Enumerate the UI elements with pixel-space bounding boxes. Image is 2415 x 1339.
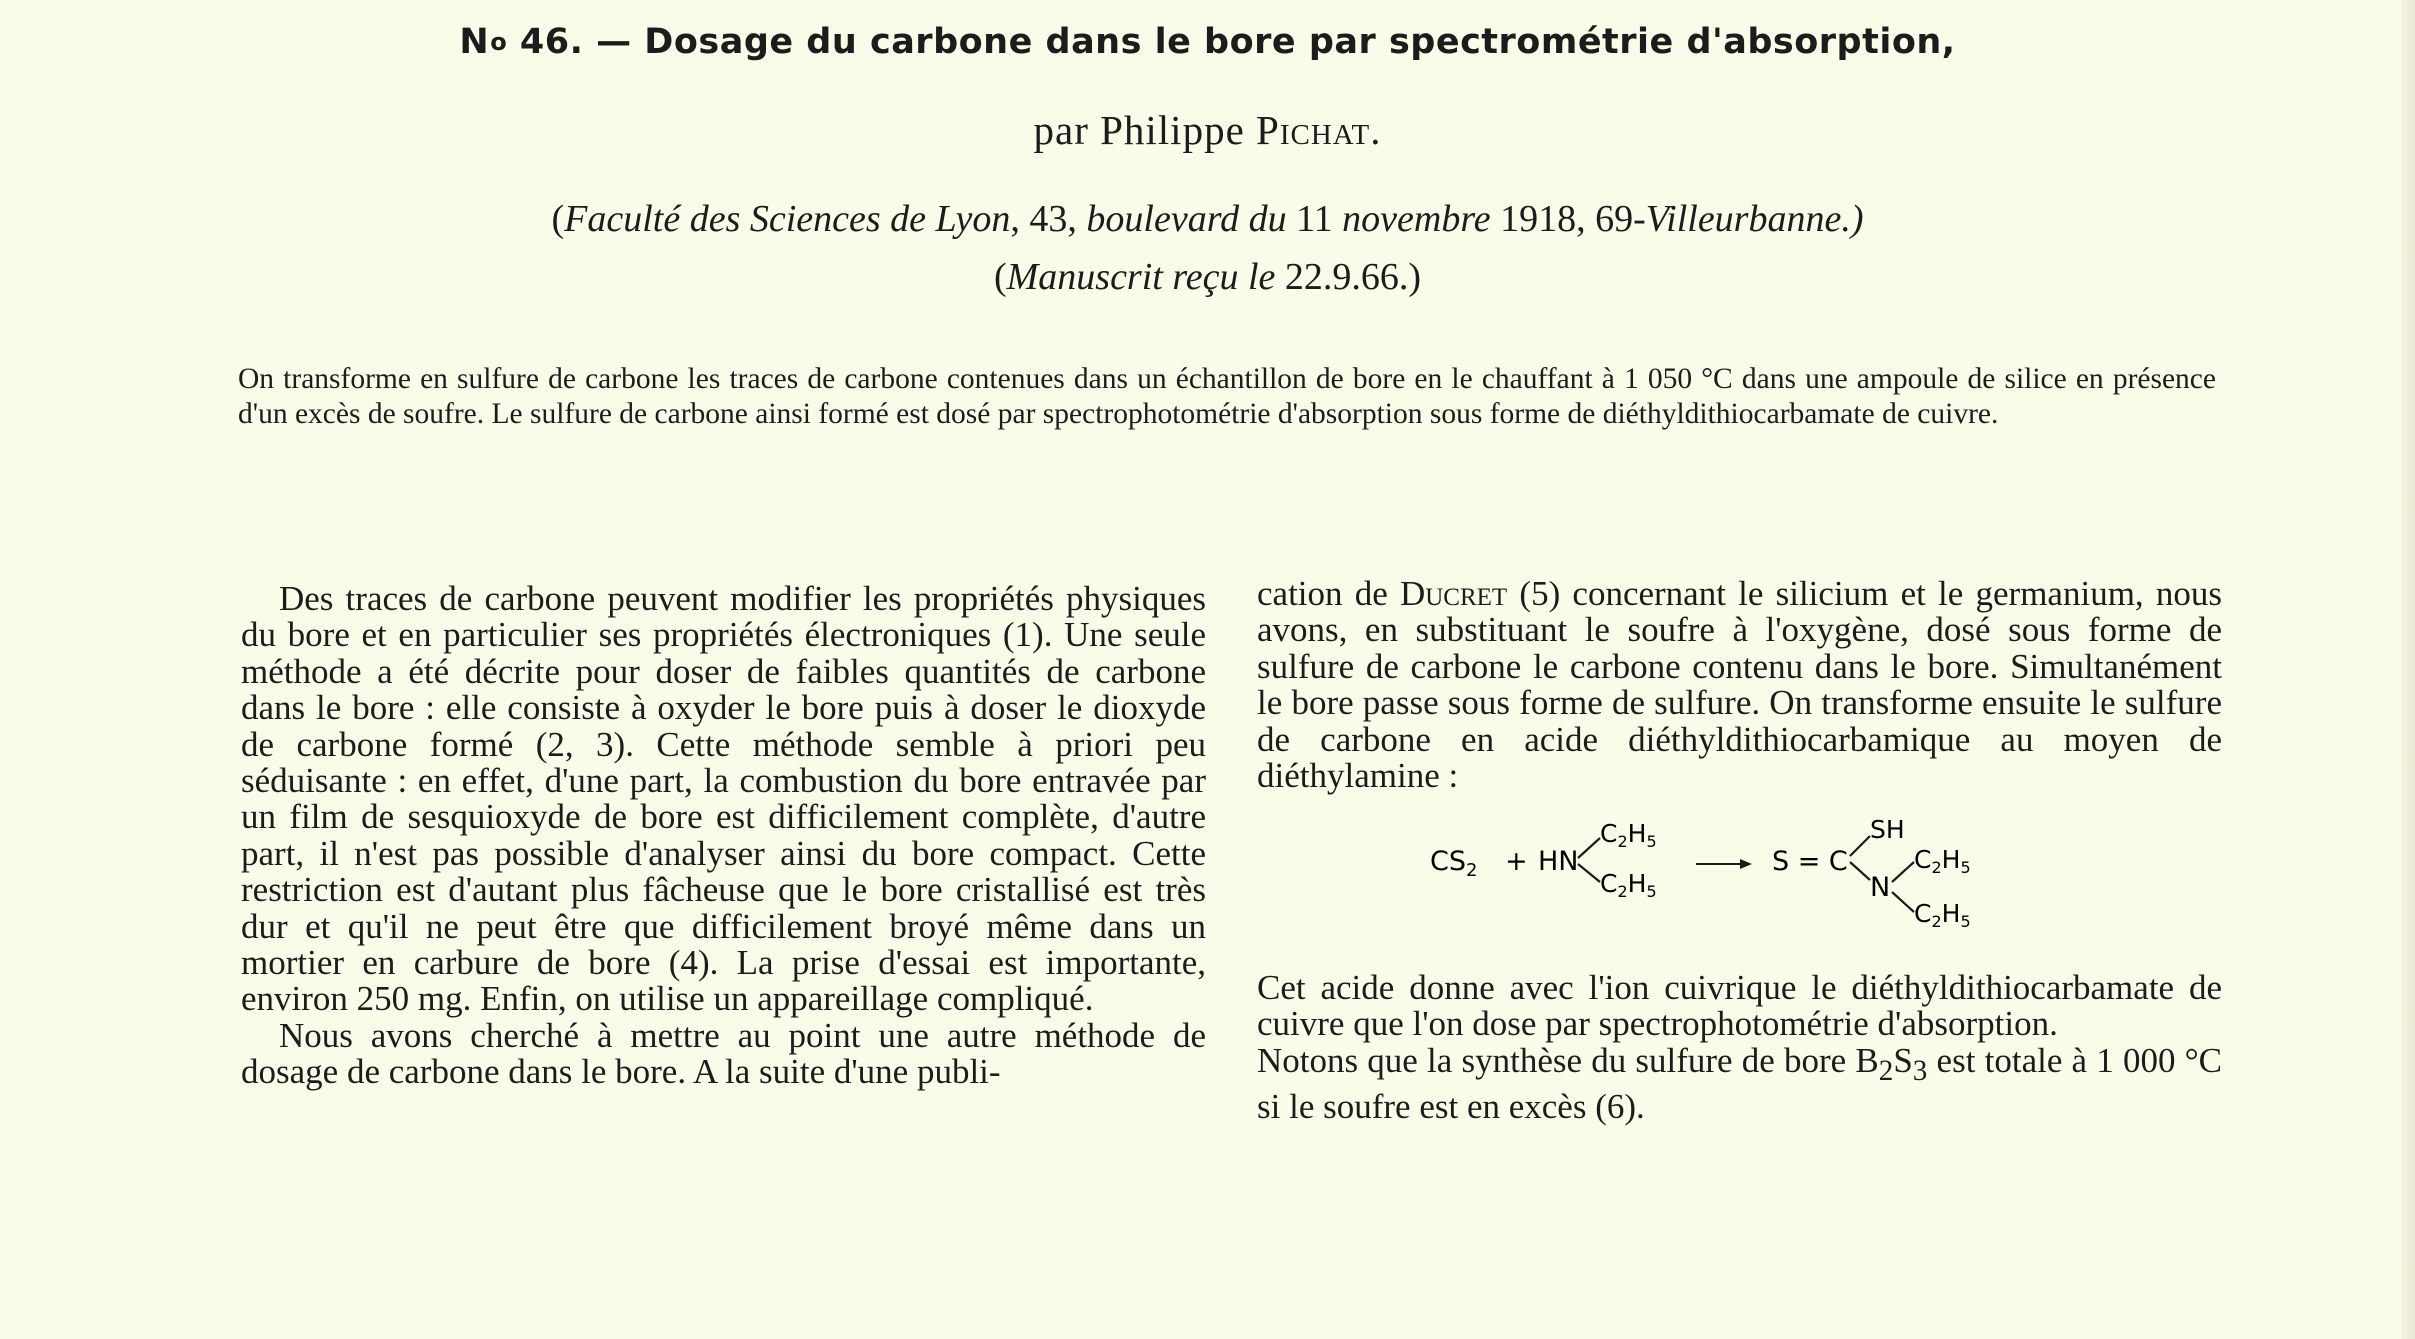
article-title: $N^o$ 46. — Dosage du carbone dans le bore par spectrométrie d'absorption, xyxy=(459,22,1956,62)
svg-text:C2H5: $C_2H_5$ xyxy=(1914,899,1971,931)
cited-author: Ducret xyxy=(1399,574,1508,613)
svg-text:CS2: $CS_2$ xyxy=(1430,846,1478,881)
received-date: (Manuscrit reçu le 22.9.66.) xyxy=(993,256,1422,298)
svg-text:C2H5: $C_2H_5$ xyxy=(1600,869,1657,901)
right-column-bottom xyxy=(1257,970,2222,1126)
svg-text:SH: SH xyxy=(1870,815,1905,844)
affiliation: (Faculté des Sciences de Lyon, 43, boulevard du 11 novembre 1918, 69-Villeurbanne.) xyxy=(551,198,1864,240)
right-column-top xyxy=(1257,576,2222,794)
author-surname: Pichat. xyxy=(1256,107,1382,153)
title-text: Dosage du carbone dans le bore par spectrométrie d'absorption, xyxy=(644,22,1956,62)
svg-text:C2H5: $C_2H_5$ xyxy=(1914,845,1971,877)
author-line: par Philippe Pichat. xyxy=(1033,107,1382,153)
paragraph-5: Notons que la synthèse du sulfure de bore $B_2S_3$ est totale à 1 000 °C si le soufre est en excès (6). xyxy=(1257,1040,2222,1127)
svg-text:+: + xyxy=(1505,846,1528,877)
paragraph-3: cation de Ducret (5) concernant le silicium et le germanium, nous avons, en substituant le soufre à l'oxygène, dosé sous forme de sulfure de carbone le carbone contenu dans le bore. Simultanément le bore passe sous forme de sulfure. On transforme ensuite le sulfure de carbone en acide diéthyldithiocarbamique au moyen de diéthylamine : xyxy=(1257,574,2222,796)
svg-text:HN: HN xyxy=(1538,846,1579,877)
svg-text:N: N xyxy=(1870,872,1891,903)
paragraph-1: Des traces de carbone peuvent modifier les propriétés physiques du bore et en particulier ses propriétés électroniques (1). Une seule méthode a été décrite pour doser de faibles quantités de carbone dans le bore : elle consiste à oxyder le bore puis à doser le dioxyde de carbone formé (2, 3). Cette méthode semble à priori peu séduisante : en effet, d'une part, la combustion du bore entravée par un film de sesquioxyde de bore est difficilement complète, d'autre part, il n'est pas possible d'analyser ainsi du bore compact. Cette restriction est d'autant plus fâcheuse que le bore cristallisé est très dur et qu'il ne peut être que difficilement broyé même dans un mortier en carbure de bore (4). La prise d'essai est importante, environ 250 mg. Enfin, on utilise un appareillage compliqué. xyxy=(241,579,1206,1019)
reaction-equation xyxy=(1430,812,2070,932)
svg-text:C2H5: $C_2H_5$ xyxy=(1600,819,1657,851)
paragraph-2: Nous avons cherché à mettre au point une autre méthode de dosage de carbone dans le bore. A la suite d'une publi- xyxy=(241,1015,1206,1092)
svg-text:S = C: S = C xyxy=(1772,846,1848,877)
left-column xyxy=(241,581,1206,1091)
abstract: On transforme en sulfure de carbone les traces de carbone contenues dans un échantillon de bore en le chauffant à 1 050 °C dans une ampoule de silice en présence d'un excès de soufre. Le sulfure de carbone ainsi formé est dosé par spectrophotométrie d'absorption sous forme de diéthyldithiocarbamate de cuivre. xyxy=(238,363,2216,430)
paragraph-4: Cet acide donne avec l'ion cuivrique le diéthyldithiocarbamate de cuivre que l'on dose par spectrophotométrie d'absorption. xyxy=(1257,968,2222,1044)
